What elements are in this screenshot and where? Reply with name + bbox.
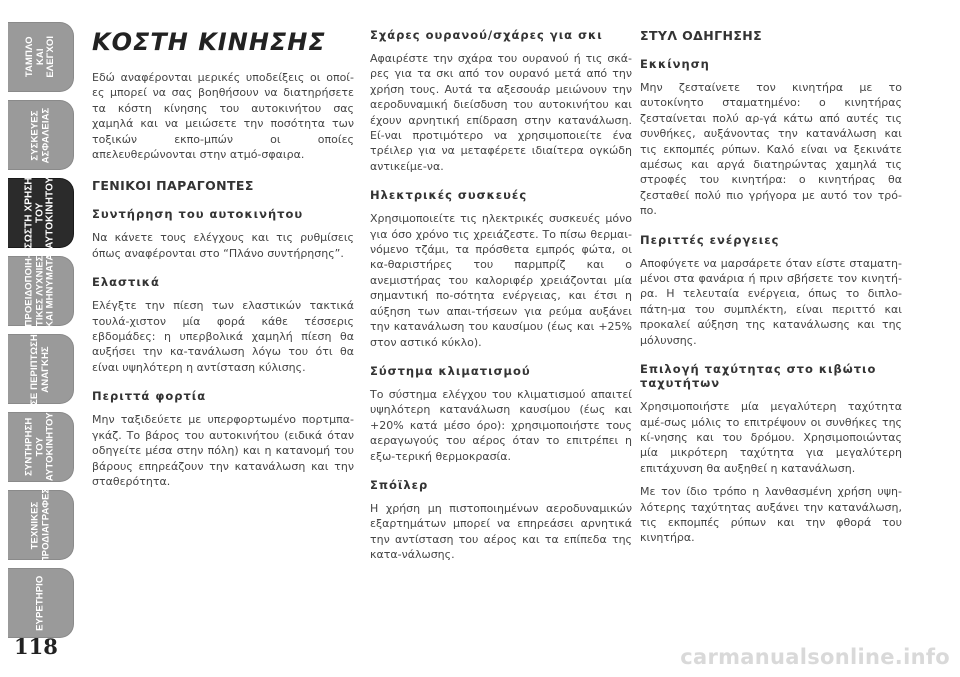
tab-maintenance[interactable] xyxy=(8,412,74,482)
maintenance-paragraph: Να κάνετε τους ελέγχους και τις ρυθμίσεις όπως αναφέρονται στο “Πλάνο συντήρησης”. xyxy=(92,231,354,260)
actions-paragraph: Αποφύγετε να μαρσάρετε όταν είστε σταματη-μένοι στα φανάρια ή πριν σβήσετε τον κινητή-ρα. Η τελευταία ενέργεια, όπως το διπλο-πάτη-μα του συμπλέκτη, είναι περιττό και προκαλεί αύξηση της κατανάλωσης και της μόλυνσης. xyxy=(640,256,902,347)
electrical-paragraph: Χρησιμοποιείτε τις ηλεκτρικές συσκευές μόνο για όσο χρόνο τις χρειάζεστε. Το πίσω θερμαι-νόμενο τζάμι, τα πρόσθετα εμπρός φώτα, οι κα-θαριστήρες του παρμπρίζ και ο ανεμιστήρας του καλοριφέρ χρειάζονται μία σημαντική πο-σότητα ενέργειας, και έτσι η αύξηση των απαι-τήσεων για ρεύμα αυξάνει την κατανάλωση του καυσίμου (έως και +25% στον αστικό κύκλο). xyxy=(370,212,632,349)
tab-label: ΕΥΡΕΤΗΡΙΟ xyxy=(34,575,46,631)
tab-label: ΣΩΣΤΗ ΧΡΗΣΗ ΤΟΥ ΑΥΤΟΚΙΝΗΤΟΥ xyxy=(23,176,56,250)
gear-paragraph-2: Με τον ίδιο τρόπο η λανθασμένη χρήση υψη-λότερης ταχύτητας αυξάνει την κατανάλωση, τις εκπομπές ρύπων και την φθορά του κινητήρα. xyxy=(640,485,902,545)
column-3 xyxy=(640,28,902,554)
tab-technical-specs[interactable] xyxy=(8,487,74,563)
tab-label: ΠΡΟΕΙΔΟΠΟΙΗ- ΤΙΚΕΣ ΛΥΧΝΙΕΣ ΚΑΙ ΜΗΝΥΜΑΤΑ xyxy=(23,253,56,329)
actions-heading: Περιττές ενέργειες xyxy=(640,232,780,247)
intro-paragraph: Εδώ αναφέρονται μερικές υποδείξεις οι οποί-ες μπορεί να σας βοηθήσουν να διατηρήσετε τα κόστη κίνησης του αυτοκινήτου σας χαμηλά και να μειώσετε την ποσότητα των τοξικών εκπο-μπών οι οποίες απελευθερώνονται στην ατμό-σφαιρα. xyxy=(92,71,354,162)
tab-label: ΣΕ ΠΕΡΙΠΤΩΣΗ ΑΝΑΓΚΗΣ xyxy=(29,333,51,405)
loads-paragraph: Μην ταξιδεύετε με υπερφορτωμένο πορτμπα-γκάζ. Το βάρος του αυτοκινήτου (ειδικά όταν οδηγείτε μέσα στην πόλη) και η κατανομή του βάρους επηρεάζουν την κατανάλωση και την σταθερότητα. xyxy=(92,413,354,488)
column-2 xyxy=(370,28,632,571)
general-factors-heading: ΓΕΝΙΚΟΙ ΠΑΡΑΓΟΝΤΕΣ xyxy=(92,178,254,194)
start-heading: Εκκίνηση xyxy=(640,57,710,71)
gear-paragraph-1: Χρησιμοποιήστε μία μεγαλύτερη ταχύτητα αμέ-σως μόλις το επιτρέψουν οι συνθήκες της κί-νησης και του δρόμου. Χρησιμοποιώντας μία μικρότερη ταχύτητα για μεγαλύτερη επιτάχυνση θα αυξηθεί η κατανάλωση. xyxy=(640,400,902,475)
tyres-heading: Ελαστικά xyxy=(92,275,160,290)
driving-style-heading: ΣΤΥΛ ΟΔΗΓΗΣΗΣ xyxy=(640,28,763,43)
gear-heading: Επιλογή ταχύτητας στο κιβώτιο ταχυτήτων xyxy=(640,362,877,391)
column-1 xyxy=(92,28,354,497)
watermark: carmanualsonline.info xyxy=(680,645,950,669)
tab-label: ΣΥΝΤΗΡΗΣΗ ΤΟΥ ΑΥΤΟΚΙΝΗΤΟΥ xyxy=(23,412,56,482)
racks-heading: Σχάρες ουρανού/σχάρες για σκι xyxy=(370,28,603,42)
tab-index[interactable] xyxy=(8,568,74,638)
page-title: ΚΟΣΤΗ ΚΙΝΗΣΗΣ xyxy=(92,28,326,56)
spoiler-paragraph: Η χρήση μη πιστοποιημένων αεροδυναμικών εξαρτημάτων μπορεί να επηρεάσει αρνητικά την αντίσταση του αέρος και τα επίπεδα της κατα-νάλωσης. xyxy=(370,501,632,562)
tab-warning-lights[interactable] xyxy=(8,253,74,329)
climate-paragraph: Το σύστημα ελέγχου του κλιματισμού απαιτεί υψηλότερη κατανάλωση καυσίμου (έως και +20% κατά μέσο όρο): χρησιμοποιήστε τους αεραγωγούς του αέρος όταν το επιτρέπει η εξω-τερική θερμοκρασία. xyxy=(370,387,632,463)
tab-label: ΤΑΜΠΛΟ ΚΑΙ ΕΛΕΓΧΟΙ xyxy=(23,36,56,78)
maintenance-heading: Συντήρηση του αυτοκινήτου xyxy=(92,207,304,222)
tab-correct-use[interactable] xyxy=(8,178,74,248)
tyres-paragraph: Ελέγξτε την πίεση των ελαστικών τακτικά τουλά-χιστον μία φορά κάθε τέσσερις εβδομάδες: η υπερβολικά χαμηλή πίεση θα αυξήσει την κα-τανάλωση λόγω του ότι θα είναι υψηλότερη η αντίσταση κύλισης. xyxy=(92,299,354,374)
spoiler-heading: Σπόϊλερ xyxy=(370,477,429,492)
start-paragraph: Μην ζεσταίνετε τον κινητήρα με το αυτοκίνητο σταματημένο: ο κινητήρας ζεσταίνεται πολύ αρ-γά κάτω από αυτές τις συνθήκες, αυξάνοντας την κατανάλωση και τις εκπομπές ρύπων. Καλό είναι να ξεκινάτε αμέσως και αργά διατηρώντας χαμηλά τις στροφές του κινητήρα: ο κινητήρας θα ζεσταθεί πολύ πιο γρήγορα με αυτό τον τρό-πο. xyxy=(640,81,902,218)
page-number: 118 xyxy=(14,634,58,659)
section-tabs xyxy=(0,0,75,640)
climate-heading: Σύστημα κλιματισμού xyxy=(370,363,531,378)
electrical-heading: Ηλεκτρικές συσκευές xyxy=(370,188,528,203)
tab-dashboard-controls[interactable] xyxy=(8,22,74,92)
loads-heading: Περιττά φορτία xyxy=(92,389,207,404)
tab-label: ΤΕΧΝΙΚΕΣ ΠΡΟΔΙΑΓΡΑΦΕΣ xyxy=(29,487,51,563)
tab-emergency[interactable] xyxy=(8,334,74,404)
tab-safety-devices[interactable] xyxy=(8,100,74,170)
tab-label: ΣΥΣΚΕΥΕΣ ΑΣΦΑΛΕΙΑΣ xyxy=(29,107,51,163)
racks-paragraph: Αφαιρέστε την σχάρα του ουρανού ή τις σκά-ρες για τα σκι από τον ουρανό μετά από την χρήση τους. Αυτά τα αξεσουάρ μειώνουν την αεροδυναμική διείσδυση του αυτοκινήτου και έχουν αρνητική επίδραση στην κατανάλωση. Εί-ναι προτιμότερο να χρησιμοποιείτε ένα τρέιλερ για να μεταφέρετε ιδιαίτερα ογκώδη αντικείμε-να. xyxy=(370,52,632,173)
